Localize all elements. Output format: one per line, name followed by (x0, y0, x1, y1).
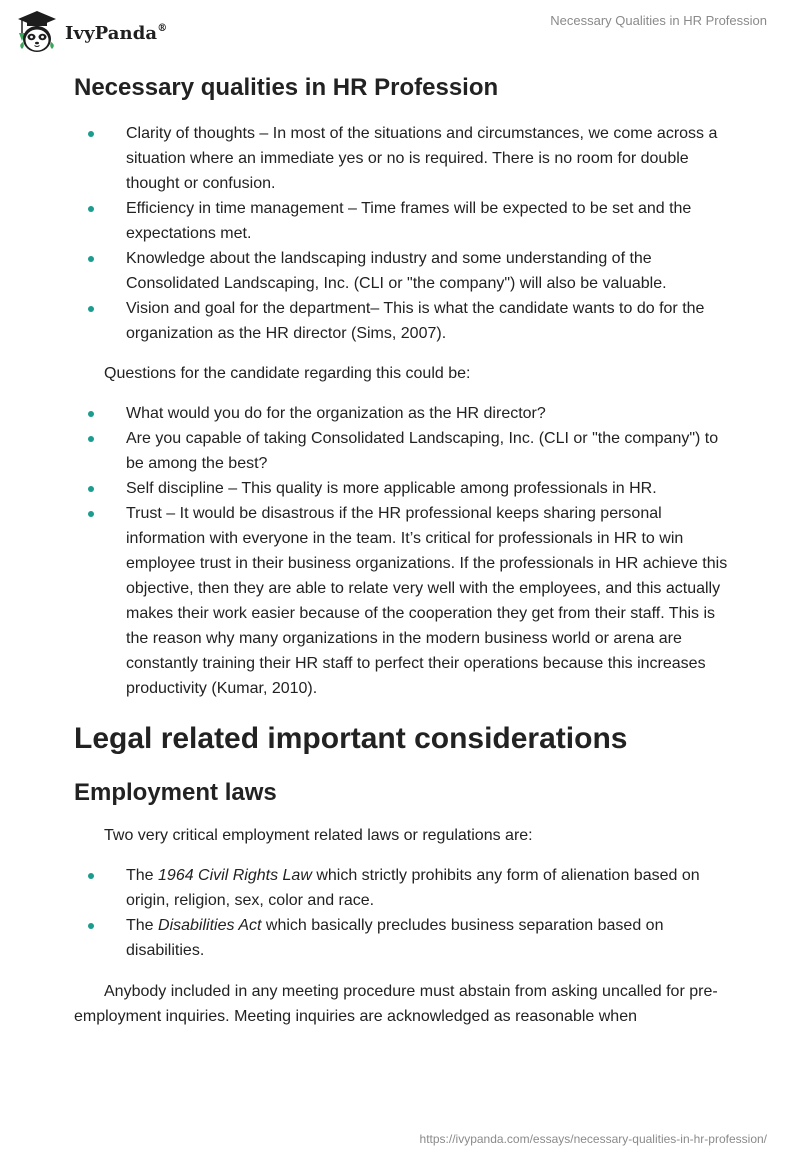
subsection-heading-employment-laws: Employment laws (74, 779, 277, 806)
list-item: Knowledge about the landscaping industry and some understanding of the Consolidated Landscaping, Inc. (CLI or "the company") will also be valuable. (74, 246, 734, 296)
header-document-title: Necessary Qualities in HR Profession (550, 13, 767, 28)
bullet-icon (88, 256, 94, 262)
bullet-icon (88, 436, 94, 442)
panda-mascot-icon (14, 9, 60, 55)
list-item: Vision and goal for the department– This is what the candidate wants to do for the organization as the HR director (Sims, 2007). (74, 296, 734, 346)
section-heading-qualities: Necessary qualities in HR Profession (74, 74, 499, 101)
bullet-icon (88, 131, 94, 137)
list-item: Trust – It would be disastrous if the HR professional keeps sharing personal information with everyone in the team. It’s critical for professionals in HR to win employee trust in their business organizations. If the professionals in HR achieve this objective, then they are able to relate very well with the employees, and this actually makes their work easier because of the cooperation they get from their staff. This is the reason why many organizations in the modern business world or arena are constantly training their HR staff to perfect their operations because this increases productivity (Kumar, 2010). (74, 501, 734, 701)
questions-intro: Questions for the candidate regarding this could be: (104, 365, 471, 382)
page-header (0, 0, 800, 60)
brand-name: IvyPanda® (65, 22, 168, 44)
laws-list (74, 863, 734, 963)
list-item: Clarity of thoughts – In most of the situations and circumstances, we come across a situation where an immediate yes or no is required. There is no room for double thought or confusion. (74, 121, 734, 196)
footer-source-url[interactable]: https://ivypanda.com/essays/necessary-qualities-in-hr-profession/ (419, 1132, 767, 1146)
list-item: Self discipline – This quality is more applicable among professionals in HR. (74, 476, 734, 501)
bullet-icon (88, 923, 94, 929)
ivypanda-logo[interactable] (14, 9, 167, 55)
section-heading-legal: Legal related important considerations (74, 722, 628, 755)
bullet-icon (88, 511, 94, 517)
qualities-list (74, 121, 734, 346)
bullet-icon (88, 873, 94, 879)
bullet-icon (88, 206, 94, 212)
list-item: The Disabilities Act which basically precludes business separation based on disabilities. (74, 913, 734, 963)
bullet-icon (88, 486, 94, 492)
bullet-icon (88, 411, 94, 417)
list-item: The 1964 Civil Rights Law which strictly prohibits any form of alienation based on origin, religion, sex, color and race. (74, 863, 734, 913)
laws-intro: Two very critical employment related laws or regulations are: (104, 827, 533, 844)
closing-paragraph: Anybody included in any meeting procedure must abstain from asking uncalled for pre-employment inquiries. Meeting inquiries are acknowledged as reasonable when (74, 983, 718, 1025)
list-item: Are you capable of taking Consolidated Landscaping, Inc. (CLI or "the company") to be among the best? (74, 426, 734, 476)
list-item: Efficiency in time management – Time frames will be expected to be set and the expectations met. (74, 196, 734, 246)
questions-list (74, 401, 734, 701)
list-item: What would you do for the organization as the HR director? (74, 401, 734, 426)
bullet-icon (88, 306, 94, 312)
article-body (74, 72, 734, 1029)
